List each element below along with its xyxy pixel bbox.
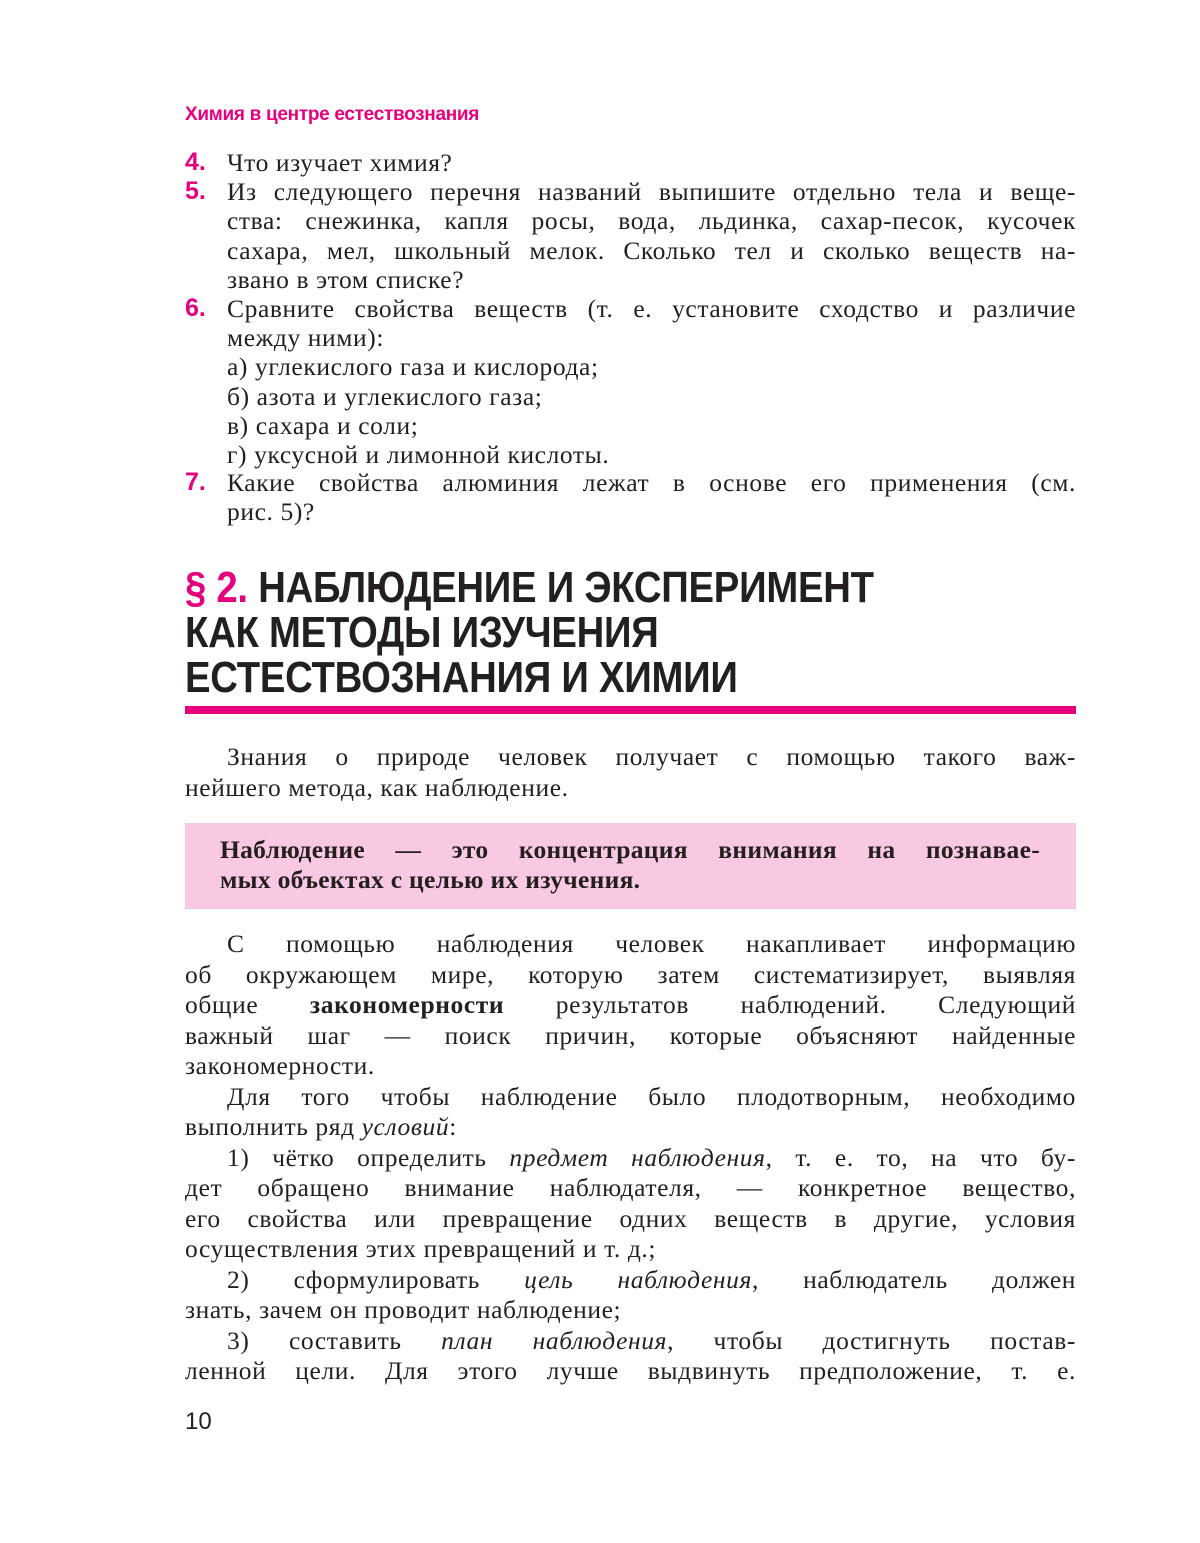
question-item xyxy=(185,148,1076,177)
section-number: § 2. xyxy=(185,563,248,612)
heading-divider xyxy=(185,706,1076,714)
text-segment: , т. е. то, на что бу- xyxy=(765,1142,1076,1172)
text-segment: 1) чётко определить xyxy=(227,1142,510,1172)
question-number: 7. xyxy=(185,467,206,496)
text-line xyxy=(185,1173,1076,1204)
page-number: 10 xyxy=(185,1408,212,1435)
question-line: г) уксусной и лимонной кислоты. xyxy=(227,439,610,469)
text-line xyxy=(185,1051,1076,1082)
question-line: в) сахара и соли; xyxy=(227,410,419,440)
heading-line: НАБЛЮДЕНИЕ И ЭКСПЕРИМЕНТ xyxy=(258,563,874,612)
text-line xyxy=(185,929,1076,960)
question-line: звано в этом списке? xyxy=(227,264,465,294)
text-line xyxy=(185,1112,1076,1143)
question-line: Какие свойства алюминия лежат в основе его применения (см. xyxy=(227,467,1076,497)
text-segment: 2) сформулировать xyxy=(227,1264,525,1294)
text-segment: знать, зачем он проводит наблюдение; xyxy=(185,1295,622,1324)
text-segment: его свойства или превращение одних веществ в другие, условия xyxy=(185,1203,1076,1233)
heading-line: ЕСТЕСТВОЗНАНИЯ И ХИМИИ xyxy=(185,653,738,702)
text-segment: , чтобы достигнуть постав- xyxy=(667,1325,1077,1355)
text-line xyxy=(185,1021,1076,1052)
intro-paragraph xyxy=(185,742,1076,803)
question-line: ства: снежинка, капля росы, вода, льдинка, сахар-песок, кусочек xyxy=(227,206,1076,236)
heading-line: КАК МЕТОДЫ ИЗУЧЕНИЯ xyxy=(185,608,659,657)
text-line xyxy=(185,1082,1076,1113)
text-segment: , наблюдатель должен xyxy=(751,1264,1077,1294)
text-line xyxy=(185,1326,1076,1357)
definition-line: мых объектах с целью их изучения. xyxy=(220,865,641,894)
text-segment: осуществления этих превращений и т. д.; xyxy=(185,1234,657,1263)
text-segment: об окружающем мире, которую затем систематизирует, выявляя xyxy=(185,959,1076,989)
running-header: Химия в центре естествознания xyxy=(185,104,480,125)
text-line xyxy=(185,1143,1076,1174)
question-number: 4. xyxy=(185,148,206,176)
question-line: сахара, мел, школьный мелок. Сколько тел и сколько веществ на- xyxy=(227,235,1076,265)
text-segment: Для того чтобы наблюдение было плодотворным, необходимо xyxy=(227,1081,1076,1111)
text-line: Знания о природе человек получает с помощью такого важ- xyxy=(227,742,1076,771)
question-line: Из следующего перечня названий выпишите отдельно тела и веще- xyxy=(227,177,1076,207)
text-line xyxy=(185,990,1076,1021)
text-segment: С помощью наблюдения человек накапливает информацию xyxy=(227,929,1076,958)
text-segment: 3) составить xyxy=(227,1325,442,1355)
definition-line: Наблюдение — это концентрация внимания на познавае- xyxy=(220,835,1040,864)
question-line: между ними): xyxy=(227,323,385,353)
text-line xyxy=(185,1295,1076,1326)
italic-term: план наблюдения xyxy=(441,1325,668,1355)
italic-term: предмет наблюдения xyxy=(509,1142,766,1172)
question-number: 5. xyxy=(185,177,206,206)
question-item xyxy=(185,468,1076,526)
text-segment: общие xyxy=(185,990,310,1019)
definition-box xyxy=(185,823,1076,909)
text-segment: выполнить ряд xyxy=(185,1112,362,1141)
text-line: нейшего метода, как наблюдение. xyxy=(185,772,569,802)
section-heading xyxy=(185,565,874,700)
question-line: Что изучает химия? xyxy=(227,148,453,177)
question-line: рис. 5)? xyxy=(227,496,315,526)
text-segment: важный шаг — поиск причин, которые объясняют найденные xyxy=(185,1020,1076,1050)
text-line xyxy=(185,1234,1076,1265)
text-segment: : xyxy=(449,1112,457,1141)
question-item xyxy=(185,177,1076,294)
question-line: а) углекислого газа и кислорода; xyxy=(227,352,599,382)
text-segment: результатов наблюдений. Следующий xyxy=(504,990,1076,1019)
bold-term: закономерности xyxy=(309,990,505,1019)
italic-term: условий xyxy=(361,1112,450,1141)
body-text xyxy=(185,929,1076,1387)
italic-term: цель наблюдения xyxy=(524,1264,752,1294)
text-line xyxy=(185,960,1076,991)
question-number: 6. xyxy=(185,294,206,322)
text-line xyxy=(185,1356,1076,1387)
text-segment: закономерности. xyxy=(185,1051,375,1080)
question-item xyxy=(185,294,1076,469)
text-line xyxy=(185,1265,1076,1296)
text-segment: дет обращено внимание наблюдателя, — конкретное вещество, xyxy=(185,1173,1076,1202)
question-line: Сравните свойства веществ (т. е. установите сходство и различие xyxy=(227,294,1076,323)
text-line xyxy=(185,1204,1076,1235)
text-segment: ленной цели. Для этого лучше выдвинуть предположение, т. е. xyxy=(185,1356,1076,1385)
question-line: б) азота и углекислого газа; xyxy=(227,381,543,411)
